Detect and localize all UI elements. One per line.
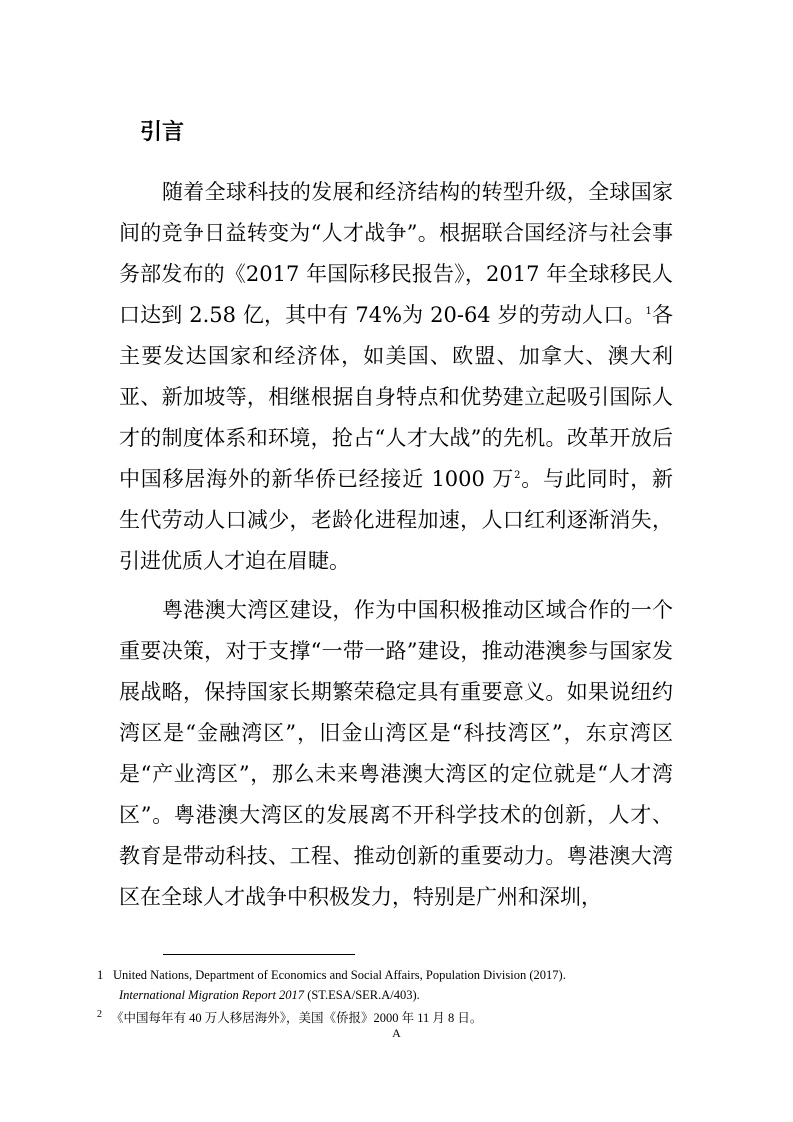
footnote-ref-1[interactable]: 1: [645, 306, 652, 317]
paragraph-1: [119, 172, 673, 582]
footnote-1-code: (ST.ESA/SER.A/403).: [304, 988, 420, 1002]
footnotes: [97, 966, 675, 1029]
paragraph-1-text-c: 。与此同时，新生代劳动人口减少，老龄化进程加速，人口红利逐渐消失，引进优质人才迫在眉睫。: [119, 467, 674, 573]
paragraph-1-text-b: 各主要发达国家和经济体，如美国、欧盟、加拿大、澳大利亚、新加坡等，相继根据自身特点和优势建立起吸引国际人才的制度体系和环境，抢占“人才大战”的先机。改革开放后中国移居海外的新华侨已经接近 1000 万: [119, 303, 674, 491]
footnote-2: [97, 1006, 675, 1027]
page-number: A: [392, 1026, 401, 1040]
footnote-1-text: United Nations, Department of Economics and Social Affairs, Population Division (2017).: [113, 968, 566, 982]
footnote-1-continued: [97, 986, 675, 1004]
footnote-1: [97, 966, 675, 984]
footnote-1-number: 1: [97, 968, 104, 982]
footnote-divider: [163, 954, 355, 955]
footnote-2-number: 2: [97, 1009, 102, 1020]
footnote-1-report-title: International Migration Report 2017: [119, 988, 305, 1002]
section-heading: 引言: [140, 120, 185, 145]
footnote-2-text: 《中国每年有 40 万人移居海外》，美国《侨报》2000 年 11 月 8 日。: [111, 1011, 483, 1026]
paragraph-2: 粤港澳大湾区建设，作为中国积极推动区域合作的一个重要决策，对于支撑“一带一路”建设，推动港澳参与国家发展战略，保持国家长期繁荣稳定具有重要意义。如果说纽约湾区是“金融湾区”，旧金山湾区是“科技湾区”，东京湾区是“产业湾区”，那么未来粤港澳大湾区的定位就是“人才湾区”。粤港澳大湾区的发展离不开科学技术的创新，人才、教育是带动科技、工程、推动创新的重要动力。粤港澳大湾区在全球人才战争中积极发力，特别是广州和深圳，: [119, 598, 673, 909]
paragraph-1-text-a: 随着全球科技的发展和经济结构的转型升级，全球国家间的竞争日益转变为“人才战争”。根据联合国经济与社会事务部发布的《2017 年国际移民报告》，2017 年全球移民人口达到 2.58 亿，其中有 74%为 20-64 岁的劳动人口。: [119, 180, 673, 327]
footnote-ref-2[interactable]: 2: [514, 470, 521, 481]
